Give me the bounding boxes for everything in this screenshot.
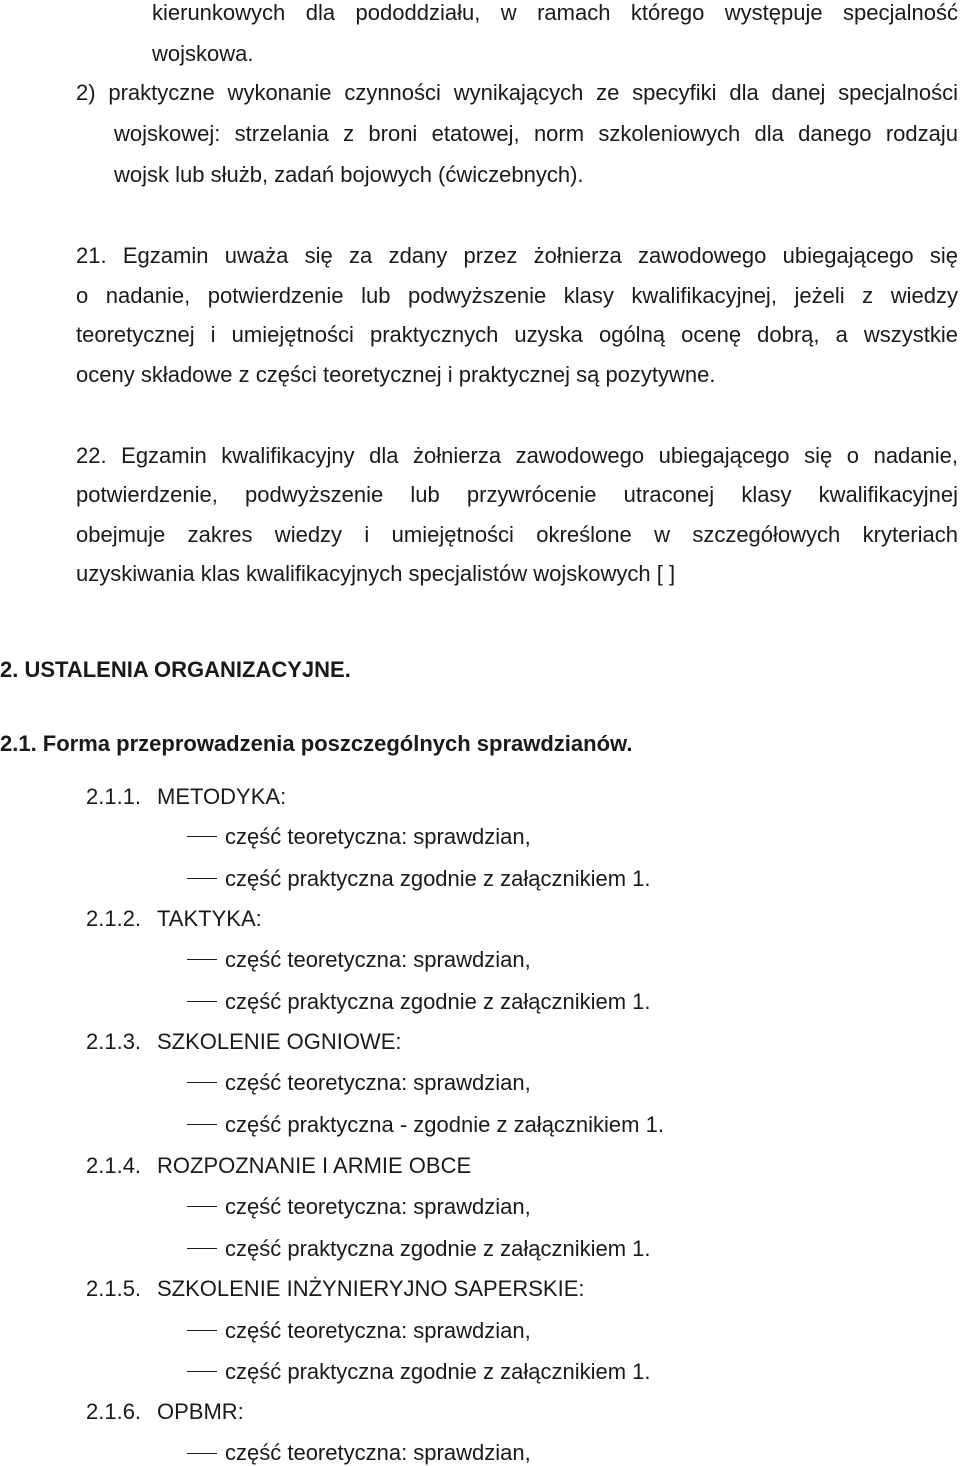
item-title-opbmr: OPBMR: (157, 1399, 244, 1424)
item-part-theory: część teoretyczna: sprawdzian, (225, 1440, 531, 1465)
par22-line-2: potwierdzenie, podwyższenie lub przywrócenie utraconej klasy kwalifikacyjnej (76, 482, 958, 507)
item-part-theory: część teoretyczna: sprawdzian, (225, 1318, 531, 1343)
item-number: 2.1.4. (86, 1153, 142, 1178)
par21-line-2: o nadanie, potwierdzenie lub podwyższenie klasy kwalifikacyjnej, jeżeli z wiedzy (76, 283, 958, 308)
dash-bullet (187, 959, 217, 960)
par22-line-1: 22. Egzamin kwalifikacyjny dla żołnierza zawodowego ubiegającego się o nadanie, (76, 443, 958, 468)
par21-line-3: teoretycznej i umiejętności praktycznych uzyska ogólną ocenę dobrą, a wszystkie (76, 322, 958, 347)
item-title-rozpoznanie: ROZPOZNANIE I ARMIE OBCE (157, 1153, 472, 1178)
par21-line-4: oceny składowe z części teoretycznej i praktycznej są pozytywne. (76, 362, 716, 387)
item-part-theory: część teoretyczna: sprawdzian, (225, 947, 531, 972)
dash-bullet (187, 1124, 217, 1125)
item-number: 2.1.5. (86, 1276, 142, 1301)
item-number: 2.1.3. (86, 1029, 142, 1054)
item-part-practice: część praktyczna - zgodnie z załącznikiem 1. (225, 1112, 664, 1137)
dash-bullet (187, 1082, 217, 1083)
item-part-theory: część teoretyczna: sprawdzian, (225, 824, 531, 849)
dash-bullet (187, 1248, 217, 1249)
dash-bullet (187, 1371, 217, 1372)
section-heading-2: 2. USTALENIA ORGANIZACYJNE. (0, 657, 351, 682)
item-title-metodyka: METODYKA: (157, 784, 287, 809)
par22-line-3: obejmuje zakres wiedzy i umiejętności określone w szczegółowych kryteriach (76, 522, 958, 547)
par22-line-4: uzyskiwania klas kwalifikacyjnych specjalistów wojskowych [ ] (76, 561, 676, 586)
item-part-theory: część teoretyczna: sprawdzian, (225, 1070, 531, 1095)
intro-line-2: wojskowa. (152, 41, 254, 66)
item-part-practice: część praktyczna zgodnie z załącznikiem 1. (225, 989, 651, 1014)
dash-bullet (187, 1453, 217, 1454)
item-title-szkolenie-ogniowe: SZKOLENIE OGNIOWE: (157, 1029, 402, 1054)
item2-line-1: 2) praktyczne wykonanie czynności wynikających ze specyfiki dla danej specjalności (76, 80, 958, 105)
item-part-practice: część praktyczna zgodnie z załącznikiem 1. (225, 1359, 651, 1384)
dash-bullet (187, 878, 217, 879)
dash-bullet (187, 1001, 217, 1002)
item-part-practice: część praktyczna zgodnie z załącznikiem 1. (225, 1236, 651, 1261)
item-number: 2.1.1. (86, 784, 142, 809)
item-part-practice: część praktyczna zgodnie z załącznikiem 1. (225, 866, 651, 891)
item-title-szkolenie-inzynieryjno: SZKOLENIE INŻYNIERYJNO SAPERSKIE: (157, 1276, 585, 1301)
item-part-theory: część teoretyczna: sprawdzian, (225, 1194, 531, 1219)
dash-bullet (187, 836, 217, 837)
item-number: 2.1.6. (86, 1399, 142, 1424)
item-title-taktyka: TAKTYKA: (157, 906, 262, 931)
dash-bullet (187, 1206, 217, 1207)
dash-bullet (187, 1330, 217, 1331)
intro-line-1: kierunkowych dla pododdziału, w ramach którego występuje specjalność (152, 0, 958, 25)
section-heading-2-1: 2.1. Forma przeprowadzenia poszczególnych sprawdzianów. (0, 731, 633, 756)
item2-line-3: wojsk lub służb, zadań bojowych (ćwiczebnych). (114, 162, 584, 187)
par21-line-1: 21. Egzamin uważa się za zdany przez żołnierza zawodowego ubiegającego się (76, 243, 958, 268)
item2-line-2: wojskowej: strzelania z broni etatowej, norm szkoleniowych dla danego rodzaju (114, 121, 958, 146)
item-number: 2.1.2. (86, 906, 142, 931)
